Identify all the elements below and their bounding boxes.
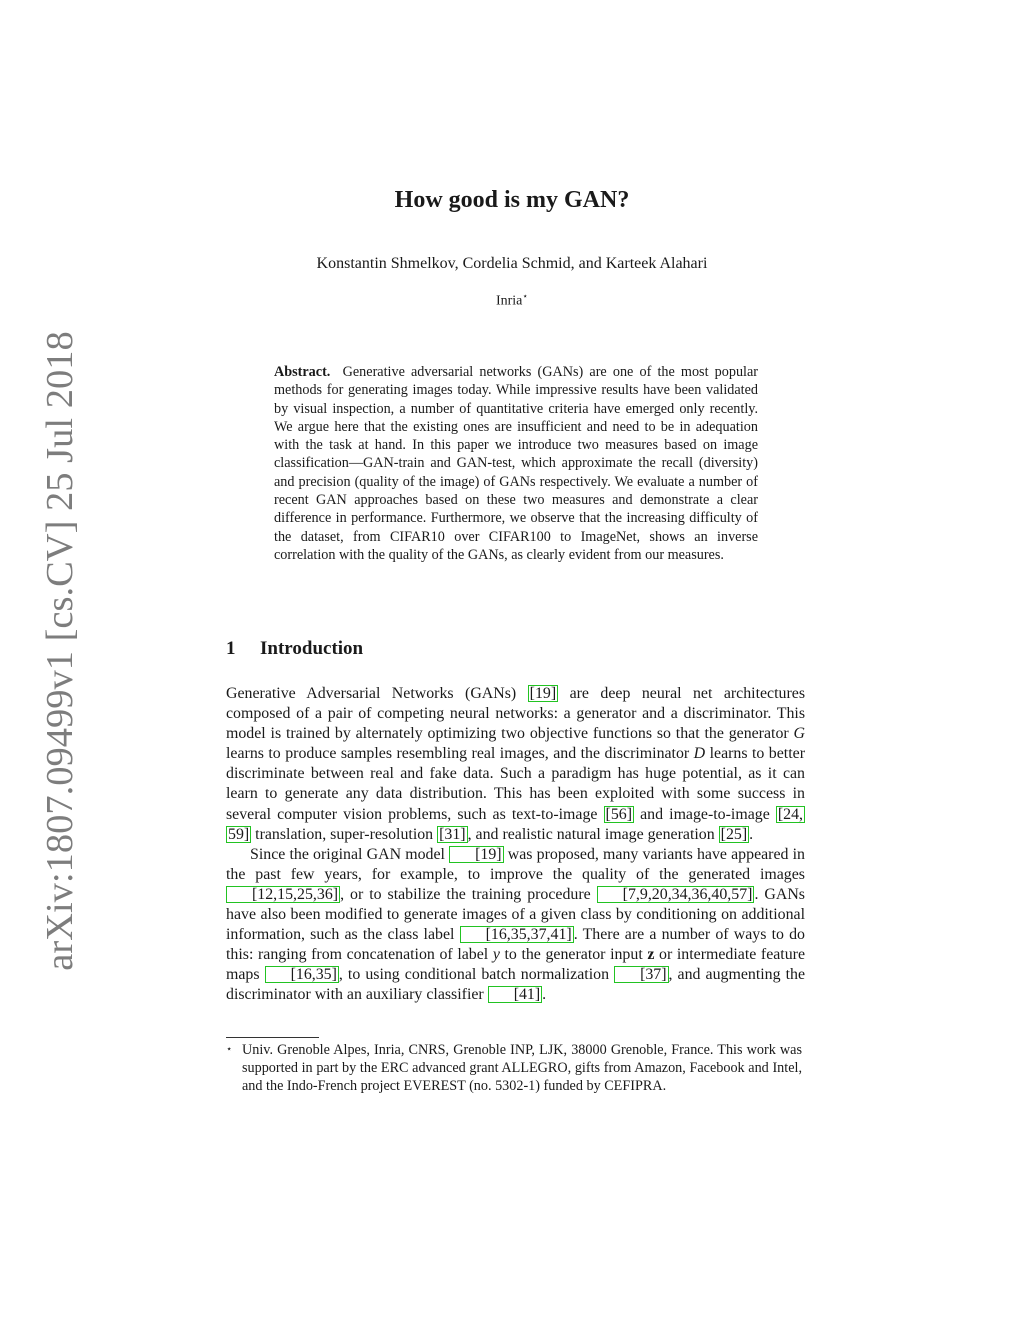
section-title: Introduction bbox=[260, 638, 364, 659]
abstract-text: Generative adversarial networks (GANs) are one of the most popular methods for generating images today. While impressive results have been validated by visual inspection, a number of quantitative criteria have emerged only recently. We argue here that the existing ones are insufficient and need to be in adequation with the task at hand. In this paper we introduce two measures based on image classification—GAN-train and GAN-test, which approximate the recall (diversity) and precision (quality of the image) of GANs respectively. We evaluate a number of recent GAN approaches based on these two measures and demonstrate a clear difference in performance. Furthermore, we observe that the increasing difficulty of the dataset, from CIFAR10 over CIFAR100 to ImageNet, shows an inverse correlation with the quality of the GANs, as clearly evident from our measures. bbox=[274, 364, 758, 563]
author-list: Konstantin Shmelkov, Cordelia Schmid, and Karteek Alahari bbox=[316, 255, 708, 272]
paper-title: How good is my GAN? bbox=[394, 187, 630, 213]
body-text bbox=[226, 684, 805, 1006]
citation-link[interactable]: [31] bbox=[439, 825, 466, 843]
footnote bbox=[226, 1041, 805, 1096]
math-symbol: G bbox=[793, 725, 805, 743]
paragraph-1 bbox=[226, 684, 805, 845]
text-run: translation, super-resolution bbox=[251, 825, 438, 843]
text-run: are deep neural net architectures composed of a pair of competing neural networks: a generator and a discriminator. This model is trained by alternately optimizing two objective functions so that the generator bbox=[226, 685, 805, 743]
citation-link[interactable]: [16,35] bbox=[265, 966, 339, 983]
text-run: Generative Adversarial Networks (GANs) bbox=[226, 685, 528, 702]
citation-link[interactable]: [12,15,25,36] bbox=[226, 886, 340, 903]
text-run: . GANs have also been modified to generate images of a given class by conditioning on additional information, such as the class label bbox=[226, 885, 805, 944]
footnote-rule bbox=[226, 1037, 319, 1038]
text-run: was proposed, many variants have appeared in the past few years, for example, to improve the quality of the generated images bbox=[226, 845, 805, 883]
affiliation-footnote-mark: ⋆ bbox=[522, 291, 529, 301]
affiliation bbox=[0, 291, 1024, 310]
citation-link[interactable]: [7,9,20,34,36,40,57] bbox=[597, 886, 755, 903]
text-run: , or to stabilize the training procedure bbox=[340, 885, 597, 903]
math-symbol: y bbox=[492, 946, 500, 964]
footnote-mark: ⋆ bbox=[226, 1044, 233, 1055]
citation-link[interactable]: 59] bbox=[228, 825, 250, 843]
math-symbol: D bbox=[693, 745, 706, 763]
arxiv-side-stamp: arXiv:1807.09499v1 [cs.CV] 25 Jul 2018 bbox=[39, 331, 81, 971]
citation-link[interactable]: [24, bbox=[777, 805, 803, 823]
text-run: , and augmenting the discriminator with an auxiliary classifier bbox=[226, 966, 806, 1004]
citation-link[interactable]: [19] bbox=[449, 846, 503, 863]
citation-link[interactable]: [19] bbox=[529, 685, 557, 702]
text-run: or intermediate feature maps bbox=[226, 946, 805, 984]
citation-link[interactable]: [41] bbox=[488, 986, 542, 1003]
text-run: Since the original GAN model bbox=[250, 845, 450, 863]
text-run: learns to better discriminate between real and fake data. Such a paradigm has huge potential, as it can learn to generate any data distribution. This has been exploited with some success in several computer vision problems, such as text-to-image bbox=[226, 745, 805, 823]
paragraph-2 bbox=[226, 845, 805, 1006]
text-run: . There are a number of ways to do this: ranging from concatenation of label bbox=[226, 926, 805, 964]
section-heading bbox=[226, 638, 363, 660]
text-run: , and realistic natural image generation bbox=[467, 825, 719, 843]
abstract bbox=[274, 363, 758, 564]
citation-link[interactable]: [16,35,37,41] bbox=[460, 926, 574, 943]
text-run: and image-to-image bbox=[634, 805, 776, 823]
section-number: 1 bbox=[226, 638, 236, 659]
math-symbol: z bbox=[647, 946, 655, 964]
text-run: , to using conditional batch normalization bbox=[338, 966, 615, 984]
footnote-text: Univ. Grenoble Alpes, Inria, CNRS, Grenoble INP, LJK, 38000 Grenoble, France. This work was supported in part by the ERC advanced grant ALLEGRO, gifts from Amazon, Facebook and Intel, and the Indo-French project EVEREST (no. 5302-1) funded by CEFIPRA. bbox=[242, 1042, 802, 1095]
citation-link[interactable]: [56] bbox=[605, 805, 633, 823]
citation-link[interactable]: [37] bbox=[614, 966, 668, 983]
abstract-label: Abstract. bbox=[274, 364, 331, 380]
text-run: to the generator input bbox=[499, 946, 648, 964]
citation-link[interactable]: [25] bbox=[720, 825, 748, 843]
text-run: . bbox=[749, 825, 754, 843]
text-run: . bbox=[542, 986, 547, 1004]
affiliation-name: Inria bbox=[495, 293, 523, 309]
text-run: learns to produce samples resembling real images, and the discriminator bbox=[226, 745, 694, 763]
